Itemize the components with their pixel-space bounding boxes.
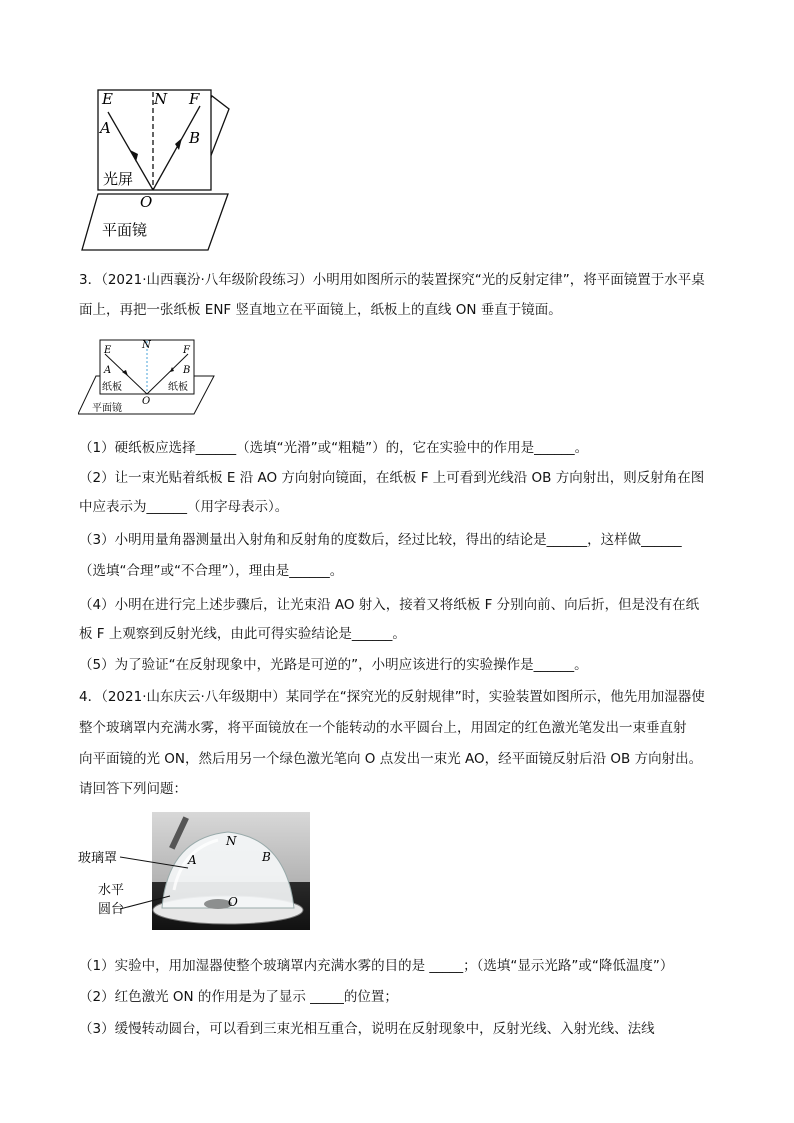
q4-stem-line-2: 整个玻璃罩内充满水雾，将平面镜放在一个能转动的水平圆台上，用固定的红色激光笔发出一束垂直射 [79,720,687,736]
q4-item-1: （1）实验中，用加湿器使整个玻璃罩内充满水雾的目的是 _____；（选填“显示光路”或“降低温度”） [79,958,674,974]
board-left-label: 纸板 [102,382,122,393]
label-B: B [183,365,191,376]
q3-item-4-cont: 板 F 上观察到反射光线，由此可得实验结论是______。 [79,626,406,642]
figure-paperboard-mirror [78,336,218,418]
board-right-label: 纸板 [168,382,188,393]
label-N: N [154,90,168,108]
figure-glass-dome-photo [78,810,318,940]
label-O: O [228,895,238,909]
label-E: E [104,345,112,356]
q3-item-3-cont: （选填“合理”或“不合理”），理由是______。 [79,563,344,579]
q4-stem-line-4: 请回答下列问题： [79,781,187,797]
label-B: B [189,129,201,147]
q3-item-2: （2）让一束光贴着纸板 E 沿 AO 方向射向镜面，在纸板 F 上可看到光线沿 OB 方向射出，则反射角在图 [79,470,705,486]
q4-stem-line-3: 向平面镜的光 ON，然后用另一个绿色激光笔向 O 点发出一束光 AO，经平面镜反射后沿 OB 方向射出。 [79,751,703,767]
q3-stem-line-2: 面上，再把一张纸板 ENF 竖直地立在平面镜上，纸板上的直线 ON 垂直于镜面。 [79,302,562,318]
mirror-label: 平面镜 [92,403,122,414]
label-A: A [104,365,112,376]
cover-label: 玻璃罩 [78,851,118,866]
label-A: A [100,119,111,137]
label-O: O [140,193,153,211]
table-label-line-1: 水平 [98,883,125,898]
q3-item-3: （3）小明用量角器测量出入射角和反射角的度数后，经过比较，得出的结论是______，这样做______ [79,532,682,548]
q3-item-2-cont: 中应表示为______（用字母表示）。 [79,499,289,515]
label-F: F [183,345,190,356]
label-N: N [142,340,151,351]
q4-stem-line-1: 4．（2021·山东庆云·八年级期中）某同学在“探究光的反射规律”时，实验装置如图所示，他先用加湿器使 [79,689,705,705]
label-N: N [226,834,237,848]
figure-light-screen-mirror [78,82,238,254]
label-E: E [102,90,113,108]
q3-stem-line-1: 3．（2021·山西襄汾·八年级阶段练习）小明用如图所示的装置探究“光的反射定律”，将平面镜置于水平桌 [79,272,705,288]
label-A: A [188,853,197,867]
mirror-label: 平面镜 [102,221,148,239]
table-label-line-2: 圆台 [98,902,125,917]
q3-item-5: （5）为了验证“在反射现象中，光路是可逆的”，小明应该进行的实验操作是______。 [79,657,588,673]
label-B: B [262,850,271,864]
label-F: F [189,90,200,108]
q3-item-1: （1）硬纸板应选择______（选填“光滑”或“粗糙”）的，它在实验中的作用是______。 [79,440,589,456]
q3-item-4: （4）小明在进行完上述步骤后，让光束沿 AO 射入，接着又将纸板 F 分别向前、向后折，但是没有在纸 [79,597,700,613]
label-O: O [142,396,151,407]
q4-item-3: （3）缓慢转动圆台，可以看到三束光相互重合，说明在反射现象中，反射光线、入射光线、法线 [79,1021,655,1037]
q4-item-2: （2）红色激光 ON 的作用是为了显示 _____的位置； [79,989,398,1005]
screen-label: 光屏 [103,170,134,188]
